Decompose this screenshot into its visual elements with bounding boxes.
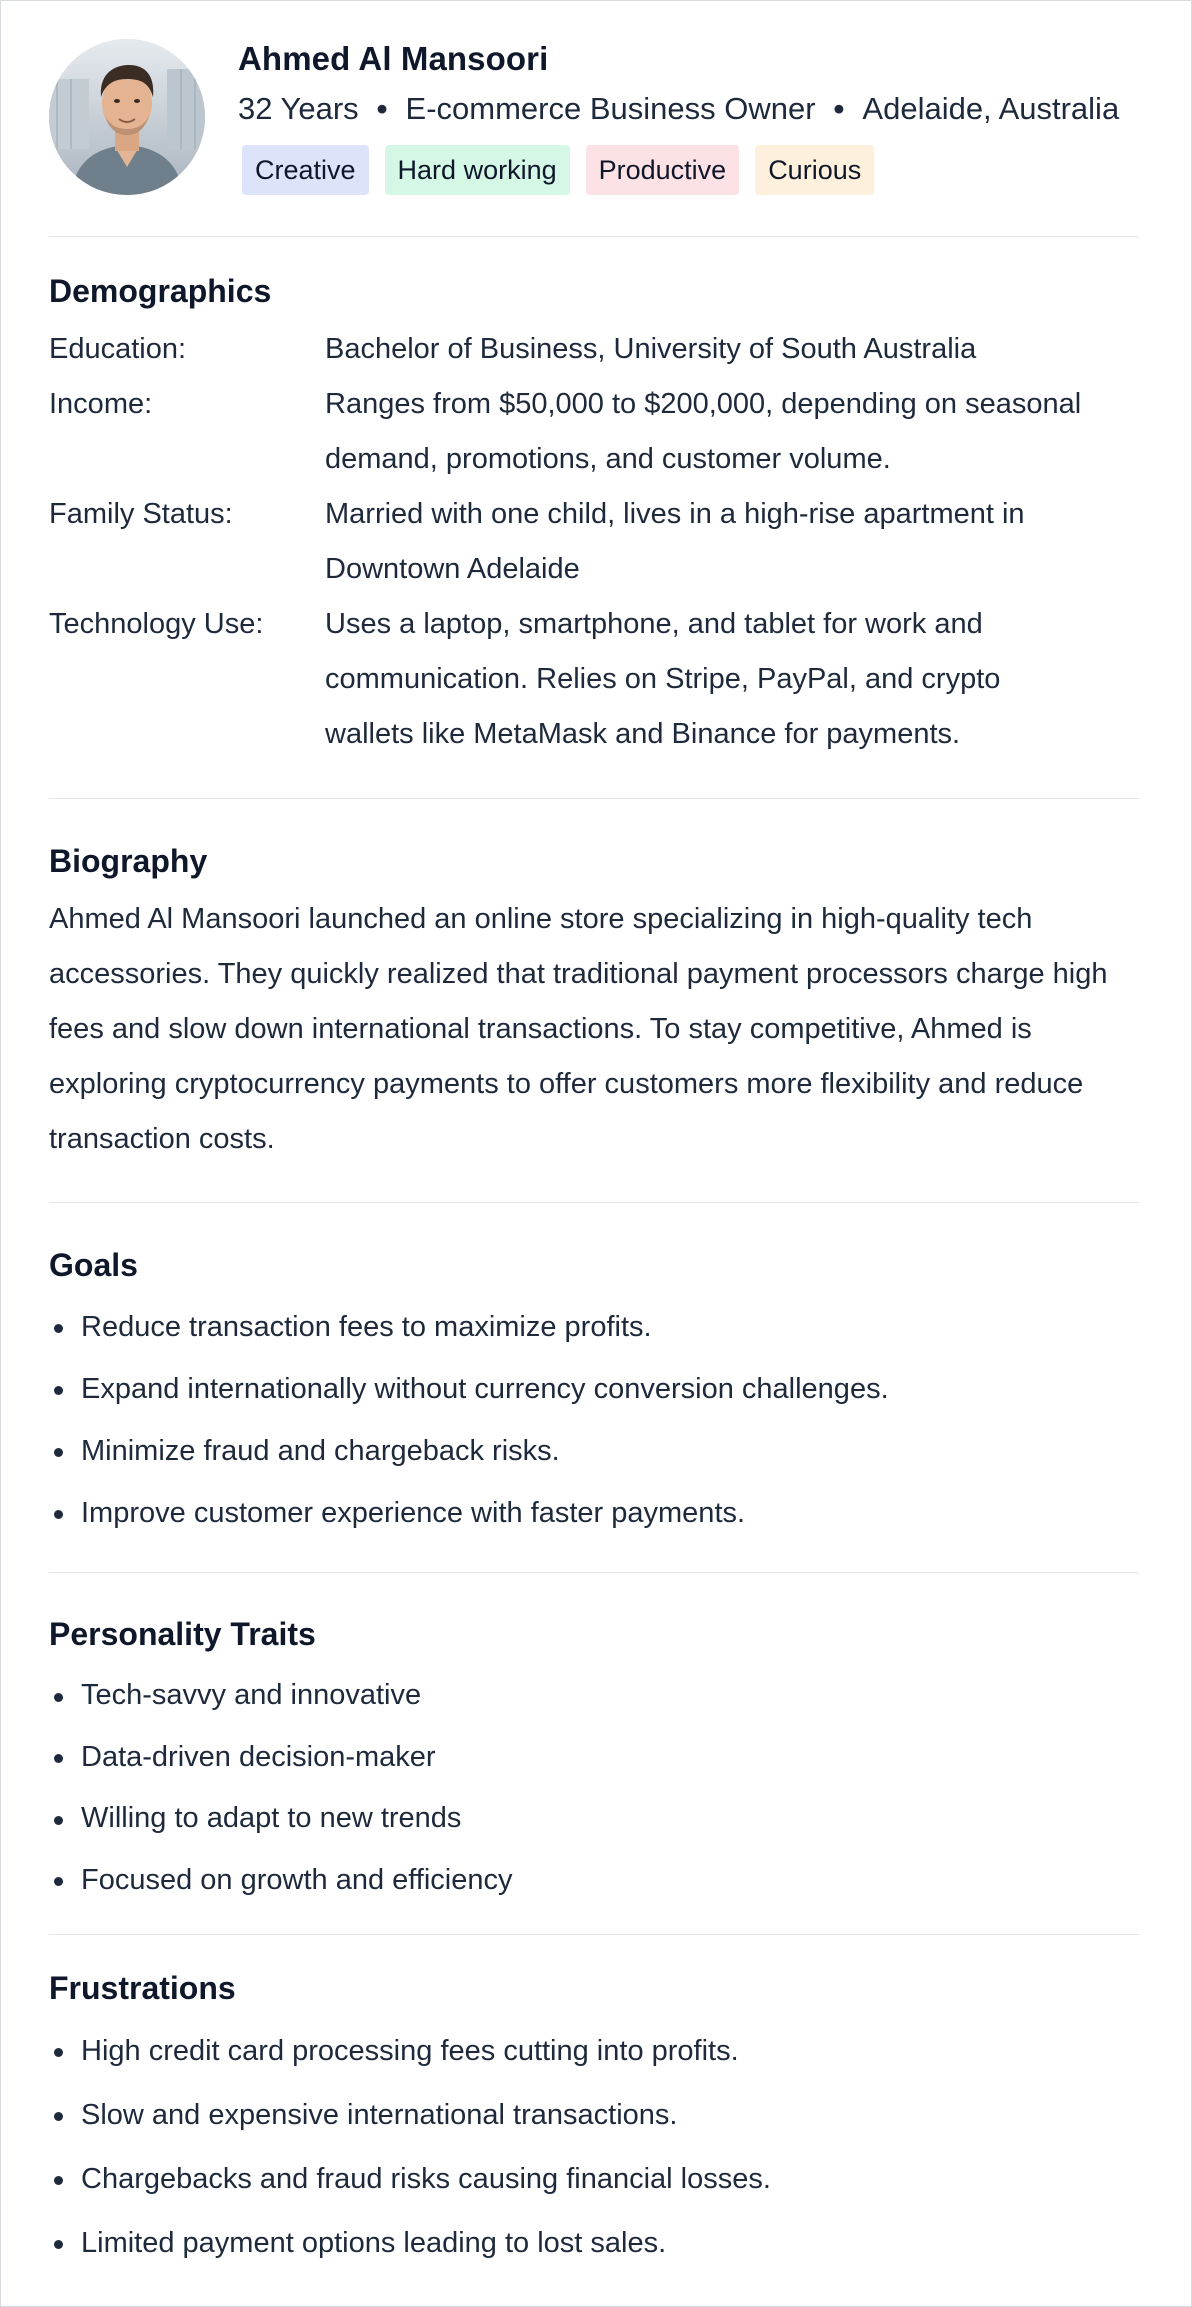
section-title: Personality Traits (49, 1616, 316, 1652)
section-divider (49, 1934, 1139, 1935)
header-info (238, 39, 1119, 195)
biography-section (49, 841, 1139, 1167)
demographics-list (49, 322, 1139, 762)
demographics-label: Family Status: (49, 498, 233, 530)
demographics-row (49, 377, 1139, 487)
demographics-label: Income: (49, 388, 153, 420)
avatar (49, 39, 205, 195)
demographics-label: Education: (49, 333, 187, 365)
list-item: Expand internationally without currency conversion challenges. (49, 1358, 1139, 1420)
persona-age: 32 Years (238, 91, 359, 126)
section-divider (49, 798, 1139, 799)
section-divider (49, 236, 1139, 237)
demographics-row (49, 322, 1139, 377)
section-title: Frustrations (49, 1970, 236, 2006)
persona-name: Ahmed Al Mansoori (238, 40, 549, 77)
section-divider (49, 1572, 1139, 1573)
tag-hard-working: Hard working (385, 145, 570, 195)
persona-occupation: E-commerce Business Owner (405, 91, 816, 126)
persona-header (49, 39, 1151, 199)
goals-section (49, 1245, 1139, 1544)
meta-separator: • (833, 91, 845, 126)
avatar-photo (49, 39, 205, 195)
list-item: Minimize fraud and chargeback risks. (49, 1420, 1139, 1482)
demographics-row (49, 597, 1139, 762)
list-item: Tech-savvy and innovative (49, 1665, 1139, 1727)
demographics-value: Bachelor of Business, University of South Australia (325, 333, 977, 365)
section-title: Goals (49, 1247, 138, 1283)
list-item: Improve customer experience with faster payments. (49, 1482, 1139, 1544)
demographics-value: Ranges from $50,000 to $200,000, depending on seasonal demand, promotions, and customer volume. (325, 388, 1082, 475)
list-item: High credit card processing fees cutting into profits. (49, 2019, 1139, 2083)
demographics-label: Technology Use: (49, 608, 264, 640)
list-item: Willing to adapt to new trends (49, 1788, 1139, 1850)
list-item: Chargebacks and fraud risks causing financial losses. (49, 2147, 1139, 2211)
frustrations-list (49, 2019, 1139, 2275)
personality-section (49, 1614, 1139, 1911)
list-item: Limited payment options leading to lost sales. (49, 2211, 1139, 2275)
goals-list (49, 1296, 1139, 1544)
demographics-value: Uses a laptop, smartphone, and tablet for work and communication. Relies on Stripe, PayPal, and crypto wallets like MetaMask and Binance for payments. (325, 608, 1001, 750)
personality-list (49, 1665, 1139, 1911)
persona-meta (238, 89, 1119, 129)
frustrations-section (49, 1968, 1139, 2275)
trait-tags (238, 145, 1119, 195)
list-item: Reduce transaction fees to maximize profits. (49, 1296, 1139, 1358)
section-title: Biography (49, 843, 208, 879)
demographics-value: Married with one child, lives in a high-rise apartment in Downtown Adelaide (325, 498, 1025, 585)
tag-curious: Curious (755, 145, 874, 195)
list-item: Data-driven decision-maker (49, 1727, 1139, 1789)
meta-separator: • (376, 91, 388, 126)
demographics-section (49, 271, 1139, 762)
list-item: Focused on growth and efficiency (49, 1850, 1139, 1912)
tag-productive: Productive (586, 145, 740, 195)
demographics-row (49, 487, 1139, 597)
tag-creative: Creative (242, 145, 369, 195)
biography-text: Ahmed Al Mansoori launched an online store specializing in high-quality tech accessories. They quickly realized that traditional payment processors charge high fees and slow down international transactions. To stay competitive, Ahmed is exploring cryptocurrency payments to offer customers more flexibility and reduce transaction costs. (49, 903, 1108, 1155)
list-item: Slow and expensive international transactions. (49, 2083, 1139, 2147)
persona-location: Adelaide, Australia (862, 91, 1120, 126)
section-divider (49, 1202, 1139, 1203)
section-title: Demographics (49, 273, 272, 309)
